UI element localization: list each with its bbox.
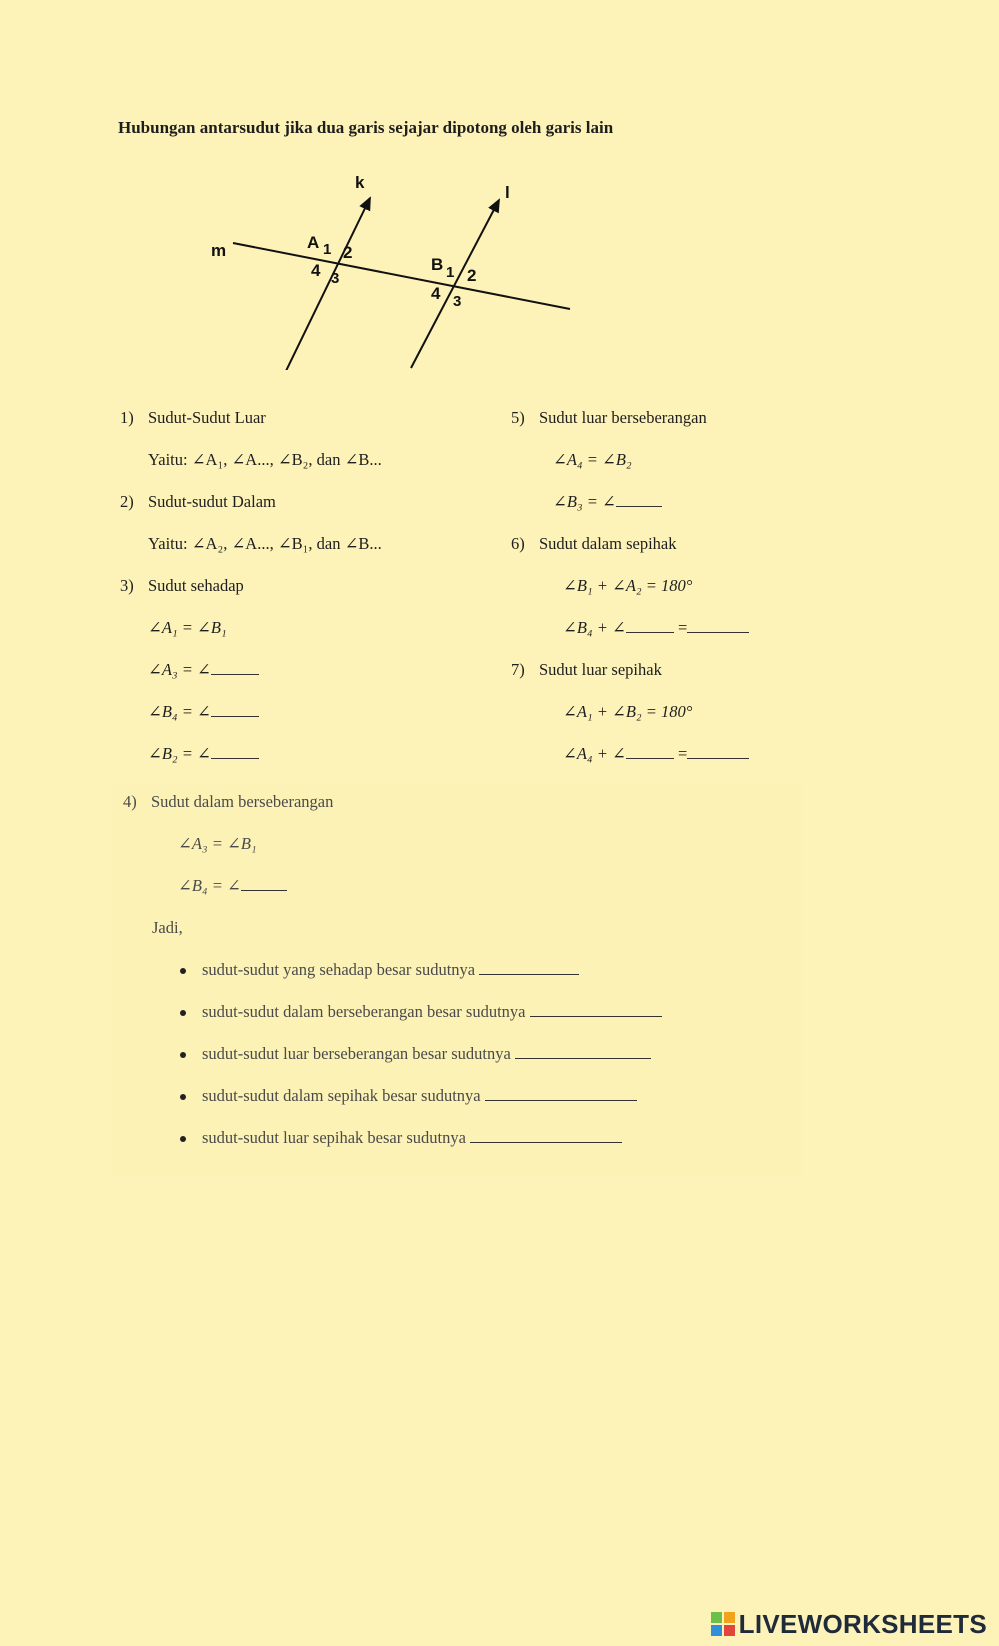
item-7-number: 7)	[511, 660, 525, 679]
label-b1: 1	[446, 264, 455, 281]
bullet-icon	[180, 1010, 186, 1016]
item-1-number: 1)	[120, 408, 134, 427]
item-3-number: 3)	[120, 576, 134, 595]
item-5-eq2: ∠B₃ = ∠	[553, 492, 616, 511]
bullet-blank[interactable]	[479, 960, 579, 975]
item-5-number: 5)	[511, 408, 525, 427]
item-3-eq4-row	[148, 744, 259, 764]
item-7-heading	[511, 660, 662, 680]
bullet-blank[interactable]	[470, 1128, 622, 1143]
item-1-label: Sudut-Sudut Luar	[148, 408, 266, 427]
item-7-eq2b: =	[677, 744, 688, 763]
label-m: m	[211, 241, 227, 260]
bullet-icon	[180, 1052, 186, 1058]
label-b: B	[431, 255, 444, 274]
item-3-eq2-blank[interactable]	[211, 660, 259, 675]
item-3-eq2-row	[148, 660, 259, 680]
item-4-heading	[123, 792, 333, 812]
item-5-eq1: ∠A₄ = ∠B₂	[553, 450, 632, 469]
bullet-text: sudut-sudut yang sehadap besar sudutnya	[202, 960, 476, 979]
label-a: A	[307, 233, 320, 252]
item-7-eq2-blank1[interactable]	[626, 744, 674, 759]
item-5-eq2-row	[553, 492, 662, 512]
item-1-detail: Yaitu: ∠A₁, ∠A..., ∠B₂, dan ∠B...	[148, 450, 382, 469]
bullet-icon	[180, 968, 186, 974]
item-6-eq2-blank1[interactable]	[626, 618, 674, 633]
item-3-eq4-blank[interactable]	[211, 744, 259, 759]
item-4-eq2-blank[interactable]	[241, 876, 287, 891]
item-6-eq2b: =	[677, 618, 688, 637]
bullet-text: sudut-sudut luar berseberangan besar sudutnya	[202, 1044, 511, 1063]
item-6-heading	[511, 534, 676, 554]
label-a3: 3	[331, 270, 340, 287]
item-5-eq2-blank[interactable]	[616, 492, 662, 507]
item-6-eq2-blank2[interactable]	[687, 618, 749, 633]
item-5-heading	[511, 408, 707, 428]
jadi-label: Jadi,	[152, 918, 183, 937]
line-k	[285, 198, 370, 370]
item-7-label: Sudut luar sepihak	[539, 660, 662, 679]
label-l: l	[505, 183, 510, 202]
item-6-eq1: ∠B₁ + ∠A₂ = 180°	[563, 576, 693, 595]
item-7-eq2-row	[563, 744, 749, 764]
bullet-blank[interactable]	[530, 1002, 662, 1017]
label-a1: 1	[323, 241, 332, 258]
item-6-eq2-row	[563, 618, 749, 638]
item-3-label: Sudut sehadap	[148, 576, 244, 595]
bullet-item	[180, 960, 579, 980]
item-2-detail: Yaitu: ∠A₂, ∠A..., ∠B₁, dan ∠B...	[148, 534, 382, 553]
item-2-number: 2)	[120, 492, 134, 511]
liveworksheets-logo-text: LIVEWORKSHEETS	[738, 1609, 987, 1639]
item-5-label: Sudut luar berseberangan	[539, 408, 707, 427]
label-b3: 3	[453, 293, 462, 310]
item-6-number: 6)	[511, 534, 525, 553]
item-3-heading	[120, 576, 244, 596]
bullet-text: sudut-sudut dalam berseberangan besar sudutnya	[202, 1002, 526, 1021]
page-title: Hubungan antarsudut jika dua garis sejajar dipotong oleh garis lain	[118, 118, 614, 137]
item-3-eq4: ∠B₂ = ∠	[148, 744, 211, 763]
item-7-eq2-blank2[interactable]	[687, 744, 749, 759]
liveworksheets-logo[interactable]	[711, 1609, 987, 1640]
bullet-item	[180, 1044, 651, 1064]
item-2-label: Sudut-sudut Dalam	[148, 492, 276, 511]
label-a4: 4	[311, 261, 321, 280]
item-3-eq1: ∠A₁ = ∠B₁	[148, 618, 227, 637]
line-m	[233, 243, 570, 309]
liveworksheets-logo-icon	[711, 1612, 735, 1636]
bullet-item	[180, 1128, 622, 1148]
bullet-item	[180, 1086, 637, 1106]
item-4-label: Sudut dalam berseberangan	[151, 792, 334, 811]
item-3-eq3: ∠B₄ = ∠	[148, 702, 211, 721]
bullet-blank[interactable]	[515, 1044, 651, 1059]
bullet-text: sudut-sudut luar sepihak besar sudutnya	[202, 1128, 466, 1147]
label-k: k	[355, 173, 365, 192]
label-b2: 2	[467, 266, 477, 285]
item-1-heading	[120, 408, 266, 428]
item-4-number: 4)	[123, 792, 137, 811]
bullet-item	[180, 1002, 662, 1022]
item-3-eq2: ∠A₃ = ∠	[148, 660, 211, 679]
item-4-eq1: ∠A₃ = ∠B₁	[178, 834, 257, 853]
line-l	[411, 200, 499, 368]
bullet-icon	[180, 1136, 186, 1142]
bullet-icon	[180, 1094, 186, 1100]
label-b4: 4	[431, 284, 441, 303]
item-4-eq2-row	[178, 876, 287, 896]
item-2-heading	[120, 492, 276, 512]
item-7-eq2a: ∠A₄ + ∠	[563, 744, 626, 763]
item-4-eq2: ∠B₄ = ∠	[178, 876, 241, 895]
parallel-lines-diagram	[205, 170, 585, 370]
item-3-eq3-blank[interactable]	[211, 702, 259, 717]
item-3-eq3-row	[148, 702, 259, 722]
label-a2: 2	[343, 243, 353, 262]
item-6-label: Sudut dalam sepihak	[539, 534, 677, 553]
bullet-blank[interactable]	[485, 1086, 637, 1101]
item-7-eq1: ∠A₁ + ∠B₂ = 180°	[563, 702, 693, 721]
item-6-eq2a: ∠B₄ + ∠	[563, 618, 626, 637]
bullet-text: sudut-sudut dalam sepihak besar sudutnya	[202, 1086, 481, 1105]
